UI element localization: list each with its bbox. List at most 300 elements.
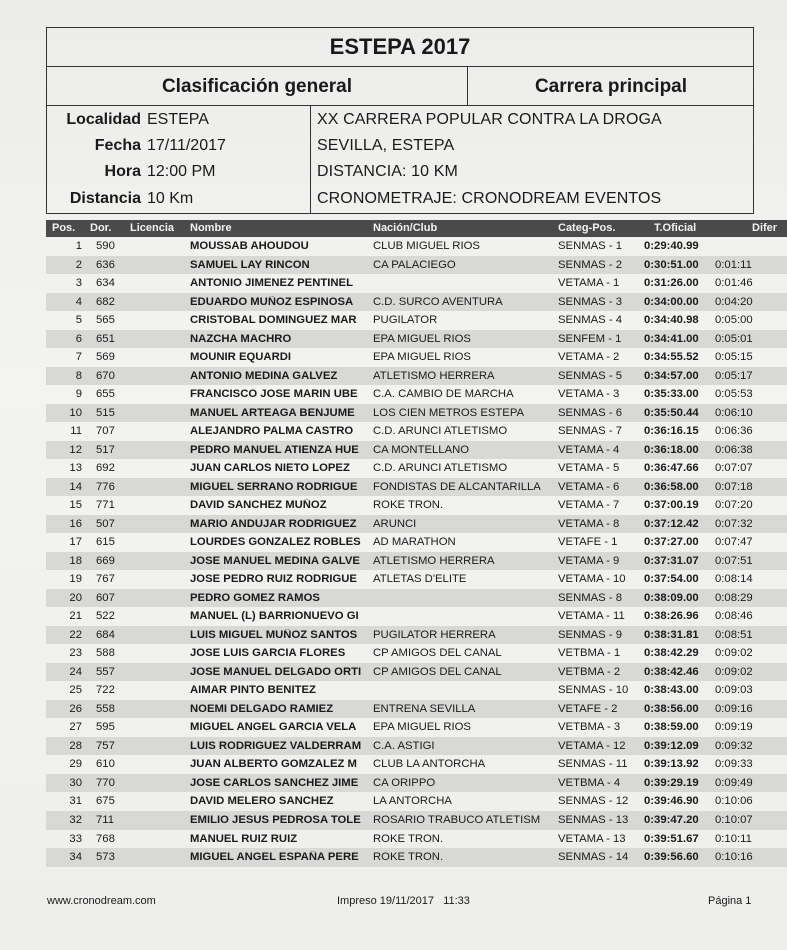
page-number: Página 1 <box>708 895 752 907</box>
distancia-value: 10 Km <box>147 190 194 207</box>
club-name: C.A. ASTIGI <box>373 739 435 752</box>
hora-row <box>47 159 311 185</box>
description-line: DISTANCIA: 10 KM <box>317 163 458 180</box>
category-position: SENMAS - 5 <box>558 369 623 382</box>
official-time: 0:39:13.92 <box>644 758 699 771</box>
table-row <box>46 626 787 645</box>
runner-name: MANUEL (L) BARRIONUEVO GI <box>190 610 359 623</box>
category-position: VETAMA - 5 <box>558 462 620 475</box>
category-position: SENMAS - 11 <box>558 758 628 771</box>
runner-name: AIMAR PINTO BENITEZ <box>190 684 316 697</box>
club-name: ROKE TRON. <box>373 832 444 845</box>
website: www.cronodream.com <box>47 895 156 907</box>
runner-name: JOSE CARLOS SANCHEZ JIME <box>190 776 359 789</box>
position: 9 <box>75 388 82 401</box>
official-time: 0:39:46.90 <box>644 795 699 808</box>
bib-number: 711 <box>96 813 115 826</box>
table-row <box>46 367 787 386</box>
bib-number: 682 <box>96 295 115 308</box>
header-box <box>46 27 754 106</box>
bib-number: 595 <box>96 721 115 734</box>
bib-number: 590 <box>96 240 115 252</box>
table-row <box>46 459 787 478</box>
runner-name: MIGUEL ANGEL GARCIA VELA <box>190 721 357 734</box>
category-position: SENMAS - 4 <box>558 314 623 327</box>
category-position: VETAFE - 1 <box>558 536 618 549</box>
club-name: PUGILATOR <box>373 314 438 327</box>
runner-name: JOSE PEDRO RUIZ RODRIGUE <box>190 573 357 586</box>
fecha-row <box>47 133 311 159</box>
time-difference: 0:01:11 <box>715 258 752 271</box>
category-position: VETAMA - 10 <box>558 573 626 586</box>
official-time: 0:34:55.52 <box>644 351 699 364</box>
runner-name: ANTONIO MEDINA GALVEZ <box>190 369 338 382</box>
official-time: 0:38:59.00 <box>644 721 699 734</box>
table-row <box>46 441 787 460</box>
category-position: SENMAS - 3 <box>558 295 623 308</box>
table-row <box>46 718 787 737</box>
table-row <box>46 293 787 312</box>
club-name: ROSARIO TRABUCO ATLETISM <box>373 813 541 826</box>
bib-number: 515 <box>96 406 115 419</box>
table-row <box>46 237 787 256</box>
category-position: VETAMA - 11 <box>558 610 625 623</box>
table-row <box>46 311 787 330</box>
position: 28 <box>69 739 82 752</box>
category-position: SENMAS - 12 <box>558 795 629 808</box>
position: 2 <box>75 258 82 271</box>
bib-number: 636 <box>96 258 115 271</box>
time-difference: 0:05:00 <box>715 314 753 327</box>
runner-name: SAMUEL LAY RINCON <box>190 258 310 271</box>
position: 19 <box>69 573 82 586</box>
official-time: 0:38:31.81 <box>644 628 699 641</box>
club-name: EPA MIGUEL RIOS <box>373 351 471 364</box>
time-difference: 0:09:32 <box>715 739 753 752</box>
bib-number: 757 <box>96 739 115 752</box>
table-row <box>46 385 787 404</box>
category-position: VETAMA - 9 <box>558 554 620 567</box>
club-name: CA ORIPPO <box>373 776 436 789</box>
official-time: 0:39:12.09 <box>644 739 699 752</box>
table-row <box>46 644 787 663</box>
club-name: C.A. CAMBIO DE MARCHA <box>373 388 514 401</box>
category-position: VETAMA - 2 <box>558 351 620 364</box>
official-time: 0:39:47.20 <box>644 813 699 826</box>
col-dor: Dor. <box>90 222 112 234</box>
bib-number: 558 <box>96 702 115 715</box>
time-difference: 0:09:33 <box>715 758 753 771</box>
position: 18 <box>69 554 82 567</box>
runner-name: MIGUEL ANGEL ESPAÑA PERE <box>190 851 359 864</box>
club-name: CLUB MIGUEL RIOS <box>373 240 480 252</box>
bib-number: 768 <box>96 832 115 845</box>
time-difference: 0:09:16 <box>715 702 753 715</box>
table-row <box>46 404 787 423</box>
official-time: 0:36:16.15 <box>644 425 699 438</box>
club-name: C.D. ARUNCI ATLETISMO <box>373 462 508 475</box>
table-row <box>46 422 787 441</box>
classification-title: Clasificación general <box>47 67 468 106</box>
position: 29 <box>69 758 82 771</box>
club-name: FONDISTAS DE ALCANTARILLA <box>373 480 541 493</box>
time-difference: 0:10:07 <box>715 813 753 826</box>
category-position: SENMAS - 8 <box>558 591 623 604</box>
official-time: 0:31:26.00 <box>644 277 699 290</box>
time-difference: 0:06:10 <box>715 406 753 419</box>
official-time: 0:37:12.42 <box>644 517 699 530</box>
table-row <box>46 570 787 589</box>
table-row <box>46 607 787 626</box>
bib-number: 771 <box>96 499 115 512</box>
time-difference: 0:05:53 <box>715 388 753 401</box>
time-difference: 0:09:02 <box>715 665 753 678</box>
position: 31 <box>69 795 82 808</box>
position: 16 <box>69 517 82 530</box>
time-difference: 0:09:02 <box>715 647 753 660</box>
position: 6 <box>75 332 82 345</box>
official-time: 0:29:40.99 <box>644 240 699 252</box>
table-row <box>46 737 787 756</box>
runner-name: MOUSSAB AHOUDOU <box>190 240 309 252</box>
table-row <box>46 792 787 811</box>
runner-name: JOSE LUIS GARCIA FLORES <box>190 647 346 660</box>
runner-name: JUAN CARLOS NIETO LOPEZ <box>190 462 350 475</box>
bib-number: 565 <box>96 314 115 327</box>
distancia-row <box>47 186 311 212</box>
club-name: PUGILATOR HERRERA <box>373 628 496 641</box>
club-name: CLUB LA ANTORCHA <box>373 758 486 771</box>
bib-number: 588 <box>96 647 115 660</box>
official-time: 0:36:58.00 <box>644 480 699 493</box>
time-difference: 0:08:51 <box>715 628 753 641</box>
time-difference: 0:09:03 <box>715 684 753 697</box>
category-position: SENMAS - 9 <box>558 628 623 641</box>
official-time: 0:34:40.98 <box>644 314 699 327</box>
category-position: VETAMA - 6 <box>558 480 620 493</box>
runner-name: JUAN ALBERTO GOMZALEZ M <box>190 758 357 771</box>
category-position: SENMAS - 7 <box>558 425 623 438</box>
time-difference: 0:06:36 <box>715 425 753 438</box>
info-box <box>46 106 754 214</box>
time-difference: 0:10:11 <box>715 832 752 845</box>
official-time: 0:38:26.96 <box>644 610 699 623</box>
bib-number: 573 <box>96 851 115 864</box>
table-row <box>46 256 787 275</box>
table-row <box>46 681 787 700</box>
description-line: XX CARRERA POPULAR CONTRA LA DROGA <box>317 111 662 128</box>
race-title: Carrera principal <box>534 75 688 97</box>
col-club: Nación/Club <box>373 222 438 234</box>
runner-name: MARIO ANDUJAR RODRIGUEZ <box>190 517 357 530</box>
position: 26 <box>69 702 82 715</box>
category-position: SENMAS - 2 <box>558 258 623 271</box>
time-difference: 0:09:49 <box>715 776 753 789</box>
time-difference: 0:04:20 <box>715 295 753 308</box>
table-row <box>46 848 787 867</box>
table-row <box>46 274 787 293</box>
distancia-label: Distancia <box>69 190 141 207</box>
bib-number: 507 <box>96 517 115 530</box>
runner-name: EMILIO JESUS PEDROSA TOLE <box>190 813 361 826</box>
bib-number: 655 <box>96 388 115 401</box>
category-position: VETBMA - 1 <box>558 647 621 660</box>
localidad-label: Localidad <box>66 111 141 128</box>
runner-name: NOEMI DELGADO RAMIEZ <box>190 702 334 715</box>
bib-number: 610 <box>96 758 115 771</box>
position: 3 <box>75 277 82 290</box>
time-difference: 0:08:14 <box>715 573 753 586</box>
club-name: EPA MIGUEL RIOS <box>373 332 471 345</box>
official-time: 0:35:33.00 <box>644 388 699 401</box>
category-position: VETAFE - 2 <box>558 702 618 715</box>
club-name: EPA MIGUEL RIOS <box>373 721 471 734</box>
time-difference: 0:10:16 <box>715 851 753 864</box>
position: 20 <box>69 591 82 604</box>
official-time: 0:34:41.00 <box>644 332 699 345</box>
position: 24 <box>69 665 82 678</box>
localidad-value: ESTEPA <box>147 111 209 128</box>
official-time: 0:38:43.00 <box>644 684 699 697</box>
official-time: 0:39:29.19 <box>644 776 699 789</box>
club-name: AD MARATHON <box>373 536 456 549</box>
bib-number: 517 <box>96 443 115 456</box>
position: 23 <box>69 647 82 660</box>
category-position: VETAMA - 12 <box>558 739 626 752</box>
position: 30 <box>69 776 82 789</box>
time-difference: 0:07:51 <box>715 554 753 567</box>
club-name: CA PALACIEGO <box>373 258 456 271</box>
runner-name: JOSE MANUEL MEDINA GALVE <box>190 554 360 567</box>
col-categ: Categ-Pos. <box>558 222 616 234</box>
table-row <box>46 533 787 552</box>
position: 7 <box>75 351 82 364</box>
club-name: ROKE TRON. <box>373 851 444 864</box>
official-time: 0:34:57.00 <box>644 369 699 382</box>
category-position: VETAMA - 4 <box>558 443 620 456</box>
time-difference: 0:10:06 <box>715 795 753 808</box>
description-line: SEVILLA, ESTEPA <box>317 137 455 154</box>
bib-number: 569 <box>96 351 115 364</box>
category-position: SENMAS - 14 <box>558 851 629 864</box>
bib-number: 669 <box>96 554 115 567</box>
time-difference: 0:09:19 <box>715 721 753 734</box>
category-position: VETAMA - 13 <box>558 832 626 845</box>
position: 8 <box>75 369 82 382</box>
event-details <box>47 106 311 213</box>
official-time: 0:37:27.00 <box>644 536 699 549</box>
position: 10 <box>69 406 82 419</box>
official-time: 0:38:42.29 <box>644 647 699 660</box>
table-header <box>46 220 787 237</box>
category-position: SENMAS - 13 <box>558 813 629 826</box>
runner-name: ANTONIO JIMENEZ PENTINEL <box>190 277 353 290</box>
runner-name: CRISTOBAL DOMINGUEZ MAR <box>190 314 357 327</box>
club-name: ATLETISMO HERRERA <box>373 554 495 567</box>
runner-name: LUIS RODRIGUEZ VALDERRAM <box>190 739 362 752</box>
category-position: VETAMA - 1 <box>558 277 620 290</box>
runner-name: PEDRO GOMEZ RAMOS <box>190 591 320 604</box>
runner-name: NAZCHA MACHRO <box>190 332 292 345</box>
table-row <box>46 663 787 682</box>
table-row <box>46 774 787 793</box>
position: 12 <box>69 443 82 456</box>
event-description <box>311 106 755 213</box>
time-difference: 0:07:18 <box>715 480 753 493</box>
bib-number: 522 <box>96 610 115 623</box>
time-difference: 0:05:01 <box>715 332 753 345</box>
official-time: 0:30:51.00 <box>644 258 699 271</box>
club-name: ENTRENA SEVILLA <box>373 702 476 715</box>
event-title: ESTEPA 2017 <box>47 28 753 67</box>
category-position: VETAMA - 7 <box>558 499 620 512</box>
runner-name: PEDRO MANUEL ATIENZA HUE <box>190 443 359 456</box>
table-row <box>46 496 787 515</box>
fecha-value: 17/11/2017 <box>147 137 226 154</box>
table-row <box>46 515 787 534</box>
table-row <box>46 755 787 774</box>
club-name: LOS CIEN METROS ESTEPA <box>373 406 525 419</box>
official-time: 0:37:31.07 <box>644 554 699 567</box>
bib-number: 707 <box>96 425 115 438</box>
bib-number: 651 <box>96 332 115 345</box>
runner-name: DAVID MELERO SANCHEZ <box>190 795 334 808</box>
results-table <box>46 237 787 867</box>
club-name: LA ANTORCHA <box>373 795 452 808</box>
col-licencia: Licencia <box>130 222 175 234</box>
official-time: 0:36:47.66 <box>644 462 699 475</box>
club-name: C.D. ARUNCI ATLETISMO <box>373 425 508 438</box>
time-difference: 0:07:47 <box>715 536 753 549</box>
club-name: CA MONTELLANO <box>373 443 470 456</box>
club-name: CP AMIGOS DEL CANAL <box>373 647 502 660</box>
club-name: ATLETISMO HERRERA <box>373 369 495 382</box>
official-time: 0:37:00.19 <box>644 499 699 512</box>
club-name: ROKE TRON. <box>373 499 444 512</box>
position: 22 <box>69 628 82 641</box>
position: 21 <box>69 610 82 623</box>
col-dif: Difer <box>752 222 778 234</box>
bib-number: 670 <box>96 369 115 382</box>
table-row <box>46 811 787 830</box>
category-position: SENMAS - 10 <box>558 684 629 697</box>
club-name: ATLETAS D'ELITE <box>373 573 467 586</box>
category-position: SENMAS - 6 <box>558 406 623 419</box>
runner-name: EDUARDO MUÑOZ ESPINOSA <box>190 295 354 308</box>
position: 15 <box>69 499 82 512</box>
table-row <box>46 478 787 497</box>
category-position: VETBMA - 2 <box>558 665 621 678</box>
time-difference: 0:05:15 <box>715 351 753 364</box>
bib-number: 770 <box>96 776 115 789</box>
official-time: 0:38:56.00 <box>644 702 699 715</box>
col-pos: Pos. <box>52 222 76 234</box>
bib-number: 684 <box>96 628 115 641</box>
description-line: CRONOMETRAJE: CRONODREAM EVENTOS <box>317 190 662 207</box>
position: 4 <box>75 295 82 308</box>
bib-number: 615 <box>96 536 115 549</box>
category-position: VETBMA - 4 <box>558 776 621 789</box>
official-time: 0:35:50.44 <box>644 406 699 419</box>
table-row <box>46 830 787 849</box>
runner-name: MANUEL RUIZ RUIZ <box>190 832 298 845</box>
official-time: 0:38:42.46 <box>644 665 699 678</box>
table-row <box>46 700 787 719</box>
club-name: ARUNCI <box>373 517 417 530</box>
category-position: SENMAS - 1 <box>558 240 623 252</box>
position: 14 <box>69 480 82 493</box>
time-difference: 0:08:29 <box>715 591 753 604</box>
time-difference: 0:05:17 <box>715 369 753 382</box>
bib-number: 776 <box>96 480 115 493</box>
hora-value: 12:00 PM <box>147 163 216 180</box>
official-time: 0:38:09.00 <box>644 591 699 604</box>
position: 13 <box>69 462 82 475</box>
table-row <box>46 552 787 571</box>
time-difference: 0:07:20 <box>715 499 753 512</box>
category-position: VETAMA - 8 <box>558 517 620 530</box>
club-name: CP AMIGOS DEL CANAL <box>373 665 502 678</box>
official-time: 0:39:56.60 <box>644 851 699 864</box>
table-row <box>46 348 787 367</box>
bib-number: 634 <box>96 277 115 290</box>
runner-name: MANUEL ARTEAGA BENJUME <box>190 406 355 419</box>
runner-name: DAVID SANCHEZ MUÑOZ <box>190 499 327 512</box>
col-nombre: Nombre <box>190 222 232 234</box>
table-row <box>46 330 787 349</box>
time-difference: 0:07:07 <box>715 462 753 475</box>
position: 5 <box>75 314 82 327</box>
position: 32 <box>69 813 82 826</box>
time-difference: 0:06:38 <box>715 443 753 456</box>
position: 25 <box>69 684 82 697</box>
hora-label: Hora <box>104 163 141 180</box>
position: 11 <box>70 425 82 438</box>
runner-name: MOUNIR EQUARDI <box>190 351 292 364</box>
bib-number: 692 <box>96 462 115 475</box>
official-time: 0:34:00.00 <box>644 295 699 308</box>
runner-name: MIGUEL SERRANO RODRIGUE <box>190 480 358 493</box>
category-position: VETAMA - 3 <box>558 388 620 401</box>
time-difference: 0:07:32 <box>715 517 753 530</box>
position: 1 <box>75 240 82 252</box>
official-time: 0:37:54.00 <box>644 573 699 586</box>
category-position: SENFEM - 1 <box>558 332 622 345</box>
bib-number: 675 <box>96 795 115 808</box>
bib-number: 767 <box>96 573 115 586</box>
fecha-label: Fecha <box>94 137 141 154</box>
bib-number: 557 <box>96 665 115 678</box>
runner-name: ALEJANDRO PALMA CASTRO <box>190 425 354 438</box>
time-difference: 0:01:46 <box>715 277 753 290</box>
runner-name: JOSE MANUEL DELGADO ORTI <box>190 665 362 678</box>
time-difference: 0:08:46 <box>715 610 753 623</box>
localidad-row <box>47 107 311 133</box>
runner-name: LUIS MIGUEL MUÑOZ SANTOS <box>190 628 358 641</box>
bib-number: 722 <box>96 684 115 697</box>
official-time: 0:36:18.00 <box>644 443 699 456</box>
printed-date: Impreso 19/11/2017 11:33 <box>337 895 470 907</box>
runner-name: LOURDES GONZALEZ ROBLES <box>190 536 361 549</box>
official-time: 0:39:51.67 <box>644 832 699 845</box>
position: 33 <box>69 832 82 845</box>
bib-number: 607 <box>96 591 115 604</box>
runner-name: FRANCISCO JOSE MARIN UBE <box>190 388 358 401</box>
position: 34 <box>69 851 82 864</box>
category-position: VETBMA - 3 <box>558 721 621 734</box>
position: 17 <box>69 536 82 549</box>
table-row <box>46 589 787 608</box>
